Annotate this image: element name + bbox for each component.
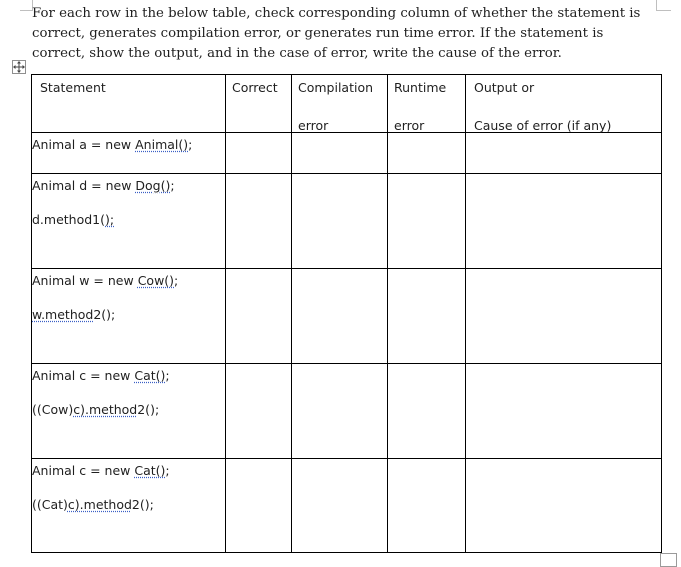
move-arrows-icon	[13, 61, 25, 73]
header-correct: Correct	[226, 75, 292, 133]
table-header-row	[32, 75, 662, 133]
compilation-error-cell[interactable]	[292, 133, 388, 174]
output-cell[interactable]	[466, 459, 662, 553]
statement-cell[interactable]	[32, 459, 226, 553]
runtime-error-cell[interactable]	[388, 133, 466, 174]
statement-cell[interactable]	[32, 364, 226, 459]
header-statement: Statement	[32, 75, 226, 133]
compilation-error-cell[interactable]	[292, 459, 388, 553]
output-cell[interactable]	[466, 174, 662, 269]
statement-cell[interactable]	[32, 133, 226, 174]
statement-line: ((Cat)c).method2();	[32, 497, 154, 512]
runtime-error-cell[interactable]	[388, 364, 466, 459]
compilation-error-cell[interactable]	[292, 364, 388, 459]
header-compilation-error: Compilation error	[292, 75, 388, 133]
correct-cell[interactable]	[226, 133, 292, 174]
output-cell[interactable]	[466, 133, 662, 174]
statement-line: Animal c = new Cat();	[32, 368, 170, 383]
runtime-error-cell[interactable]	[388, 459, 466, 553]
runtime-error-cell[interactable]	[388, 174, 466, 269]
question-table	[31, 74, 662, 553]
instructions-paragraph: For each row in the below table, check corresponding column of whether the statement is correct, generates compilation error, or generates run time error. If the statement is correct, show the output, and in the case of error, write the cause of the error.	[32, 6, 641, 61]
statement-line: Animal d = new Dog();	[32, 178, 175, 193]
statement-line: Animal a = new Animal();	[32, 137, 193, 152]
table-row	[32, 269, 662, 364]
compilation-error-cell[interactable]	[292, 174, 388, 269]
statement-line: w.method2();	[32, 307, 116, 322]
statement-line: d.method1();	[32, 212, 115, 227]
correct-cell[interactable]	[226, 269, 292, 364]
statement-cell[interactable]	[32, 174, 226, 269]
compilation-error-cell[interactable]	[292, 269, 388, 364]
output-cell[interactable]	[466, 364, 662, 459]
runtime-error-cell[interactable]	[388, 269, 466, 364]
statement-line: Animal c = new Cat();	[32, 463, 170, 478]
correct-cell[interactable]	[226, 364, 292, 459]
table-row	[32, 133, 662, 174]
statement-line: ((Cow)c).method2();	[32, 402, 160, 417]
table-row	[32, 459, 662, 553]
table-row	[32, 174, 662, 269]
header-runtime-error: Runtime error	[388, 75, 466, 133]
header-output-or-cause: Output or Cause of error (if any)	[466, 75, 662, 133]
correct-cell[interactable]	[226, 459, 292, 553]
correct-cell[interactable]	[226, 174, 292, 269]
output-cell[interactable]	[466, 269, 662, 364]
statement-cell[interactable]	[32, 269, 226, 364]
statement-line: Animal w = new Cow();	[32, 273, 179, 288]
table-row	[32, 364, 662, 459]
page-corner-mark-right	[656, 0, 671, 11]
table-move-handle[interactable]	[12, 60, 26, 74]
